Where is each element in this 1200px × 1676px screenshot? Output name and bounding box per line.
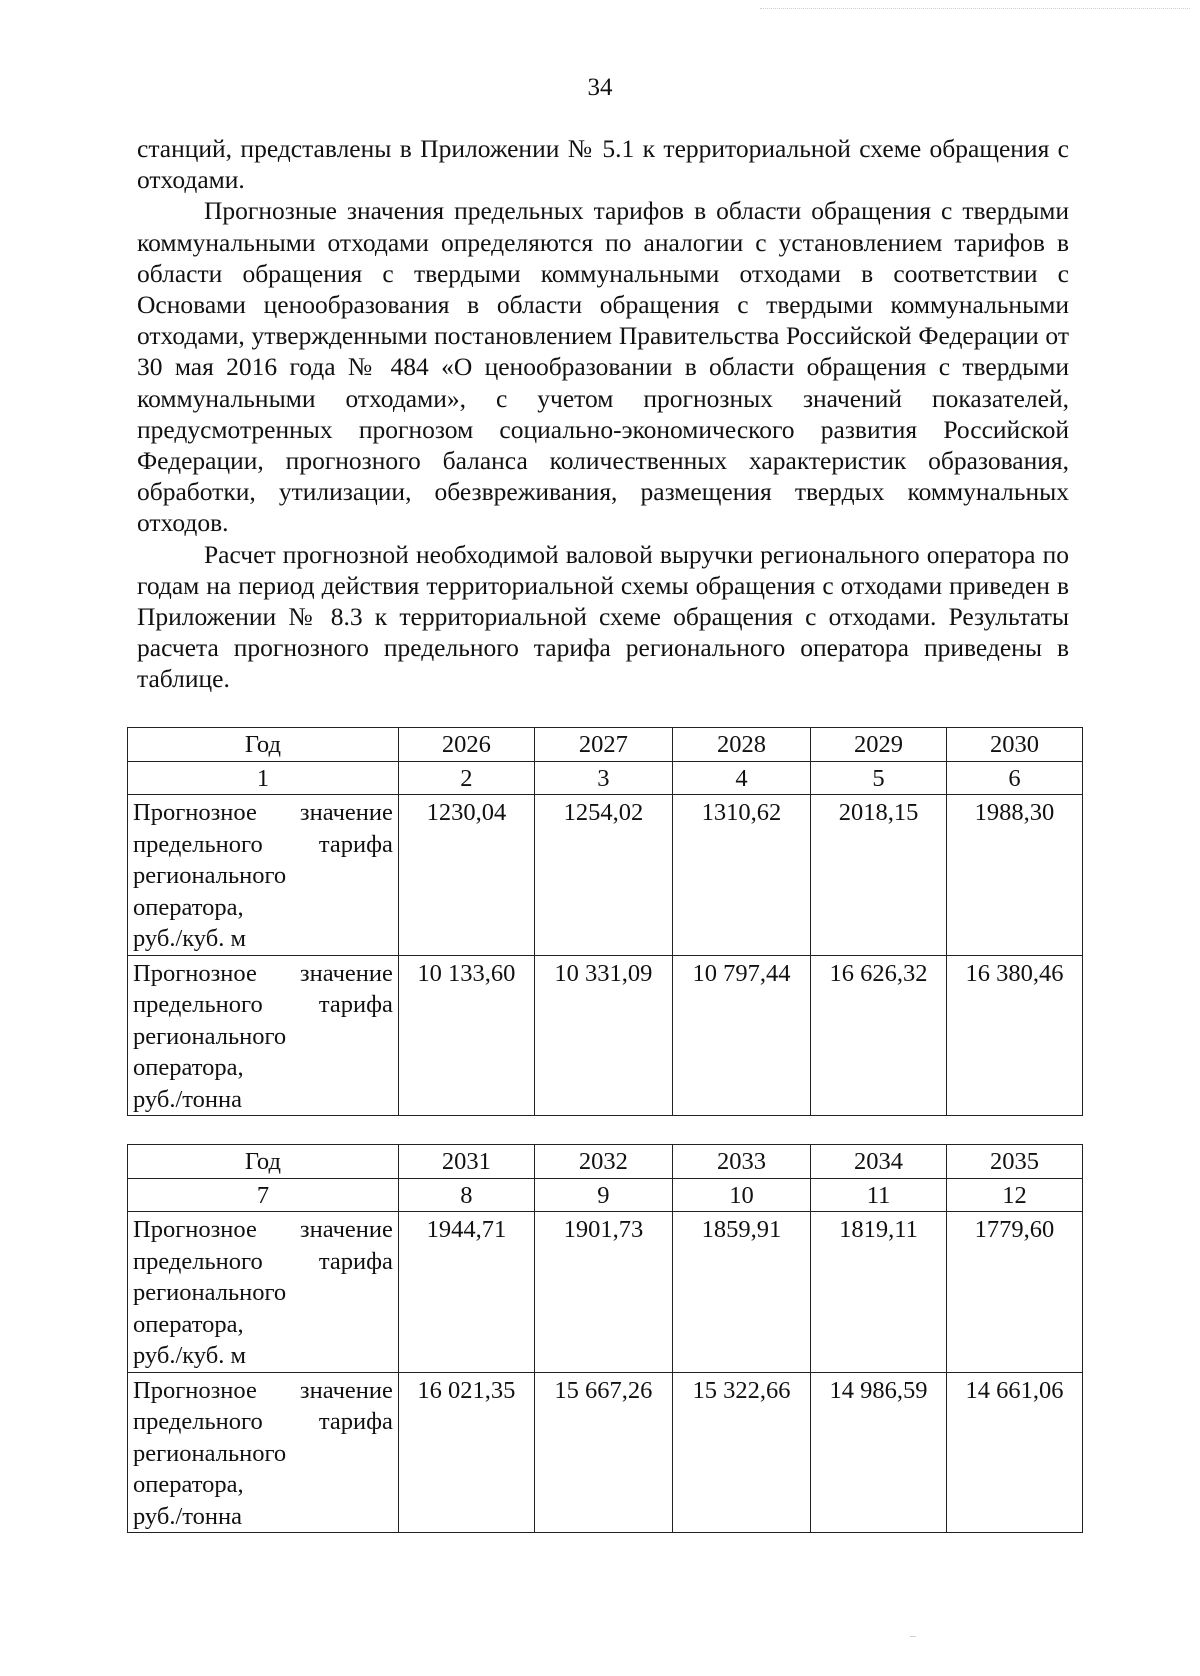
row-label-line: оператора, [133, 1054, 244, 1081]
column-number-cell: 9 [534, 1178, 672, 1212]
row-label-line: оператора, [133, 1310, 244, 1338]
column-number-cell: 12 [946, 1178, 1082, 1212]
value-cell: 1944,71 [398, 1212, 534, 1373]
scan-artifact [760, 8, 1190, 10]
value-cell: 1988,30 [946, 795, 1082, 956]
paragraph-continuation: станций, представлены в Приложении № 5.1 к территориальной схеме обращения с отходами. [137, 134, 1069, 195]
header-cell: 2030 [946, 728, 1082, 762]
column-number-cell: 3 [534, 761, 672, 795]
page-number: 34 [587, 74, 613, 101]
header-cell: 2032 [534, 1145, 672, 1179]
header-cell: 2033 [672, 1145, 810, 1179]
column-number-cell: 8 [398, 1178, 534, 1212]
value-cell: 1819,11 [811, 1212, 947, 1373]
value-cell: 16 380,46 [946, 955, 1082, 1116]
value-cell: 10 331,09 [534, 955, 672, 1116]
header-cell-year: Год [128, 728, 399, 762]
row-label-line: регионального [133, 1279, 287, 1306]
row-label-tariff-m3 [128, 795, 399, 956]
table-row-tariff-m3 [128, 1212, 1083, 1373]
column-number-row [128, 761, 1083, 795]
tariff-table-2031-2035 [127, 1144, 1083, 1533]
value-cell: 14 986,59 [811, 1372, 947, 1533]
column-number-cell: 2 [398, 761, 534, 795]
row-label-line: регионального [133, 1439, 287, 1467]
header-cell: 2034 [811, 1145, 947, 1179]
row-label-line: руб./тонна [133, 1085, 242, 1113]
row-label-line: Прогнозное значение [133, 959, 393, 987]
body-text [137, 133, 1069, 695]
value-cell: 1779,60 [946, 1212, 1082, 1373]
value-cell: 15 667,26 [534, 1372, 672, 1533]
value-cell: 14 661,06 [946, 1372, 1082, 1533]
column-number-cell: 4 [672, 761, 810, 795]
column-number-cell: 1 [128, 761, 399, 795]
row-label-line: Прогнозное значение [133, 1376, 393, 1404]
row-label-line: руб./куб. м [133, 1342, 246, 1369]
row-label-line: Прогнозное значение [133, 1216, 393, 1243]
paragraph-calculation: Расчет прогнозной необходимой валовой выручки регионального оператора по годам на период действия территориальной схемы обращения с отходами приведен в Приложении № 8.3 к территориальной схеме обращения с отходами. Результаты расчета прогнозного предельного тарифа регионального оператора приведены в таблице. [137, 539, 1069, 694]
tariff-table-2026-2030 [127, 727, 1083, 1116]
value-cell: 10 797,44 [672, 955, 810, 1116]
value-cell: 16 021,35 [398, 1372, 534, 1533]
row-label-line: предельного тарифа [133, 1247, 393, 1275]
paragraph-tariff-method: Прогнозные значения предельных тарифов в области обращения с твердыми коммунальными отходами определяются по аналогии с установлением тарифов в области обращения с твердыми коммунальными отходами в соответствии с Основами ценообразования в области обращения с твердыми коммунальными отходами, утвержденными постановлением Правительства Российской Федерации от 30 мая 2016 года № 484 «О ценообразовании в области обращения с твердыми коммунальными отходами», с учетом прогнозных значений показателей, предусмотренных прогнозом социально-экономического развития Российской Федерации, прогнозного баланса количественных характеристик образования, обработки, утилизации, обезвреживания, размещения твердых коммунальных отходов. [137, 196, 1069, 538]
value-cell: 1230,04 [398, 795, 534, 956]
header-cell: 2027 [534, 728, 672, 762]
row-label-line: руб./тонна [133, 1502, 242, 1530]
row-label-line: предельного тарифа [133, 830, 393, 858]
table-row-tariff-ton [128, 1372, 1083, 1533]
header-cell: 2028 [672, 728, 810, 762]
column-number-cell: 6 [946, 761, 1082, 795]
column-number-cell: 7 [128, 1178, 399, 1212]
row-label-tariff-ton [128, 955, 399, 1116]
scan-artifact [910, 1636, 916, 1637]
row-label-line: оператора, [133, 893, 244, 921]
row-label-line: регионального [133, 1022, 287, 1050]
row-label-line: Прогнозное значение [133, 799, 393, 826]
row-label-line: регионального [133, 862, 287, 889]
row-label-line: руб./куб. м [133, 925, 246, 952]
row-label-line: предельного тарифа [133, 991, 393, 1018]
table-row-tariff-m3 [128, 795, 1083, 956]
header-cell: 2035 [946, 1145, 1082, 1179]
value-cell: 10 133,60 [398, 955, 534, 1116]
header-cell-year: Год [128, 1145, 399, 1179]
table-header-row [128, 728, 1083, 762]
row-label-line: оператора, [133, 1471, 244, 1498]
column-number-cell: 10 [672, 1178, 810, 1212]
table-row-tariff-ton [128, 955, 1083, 1116]
column-number-row [128, 1178, 1083, 1212]
header-cell: 2029 [811, 728, 947, 762]
value-cell: 1254,02 [534, 795, 672, 956]
value-cell: 1859,91 [672, 1212, 810, 1373]
header-cell: 2026 [398, 728, 534, 762]
value-cell: 1310,62 [672, 795, 810, 956]
row-label-tariff-ton [128, 1372, 399, 1533]
header-cell: 2031 [398, 1145, 534, 1179]
row-label-tariff-m3 [128, 1212, 399, 1373]
value-cell: 15 322,66 [672, 1372, 810, 1533]
table-header-row [128, 1145, 1083, 1179]
column-number-cell: 11 [811, 1178, 947, 1212]
row-label-line: предельного тарифа [133, 1408, 393, 1435]
value-cell: 1901,73 [534, 1212, 672, 1373]
column-number-cell: 5 [811, 761, 947, 795]
value-cell: 16 626,32 [811, 955, 947, 1116]
value-cell: 2018,15 [811, 795, 947, 956]
